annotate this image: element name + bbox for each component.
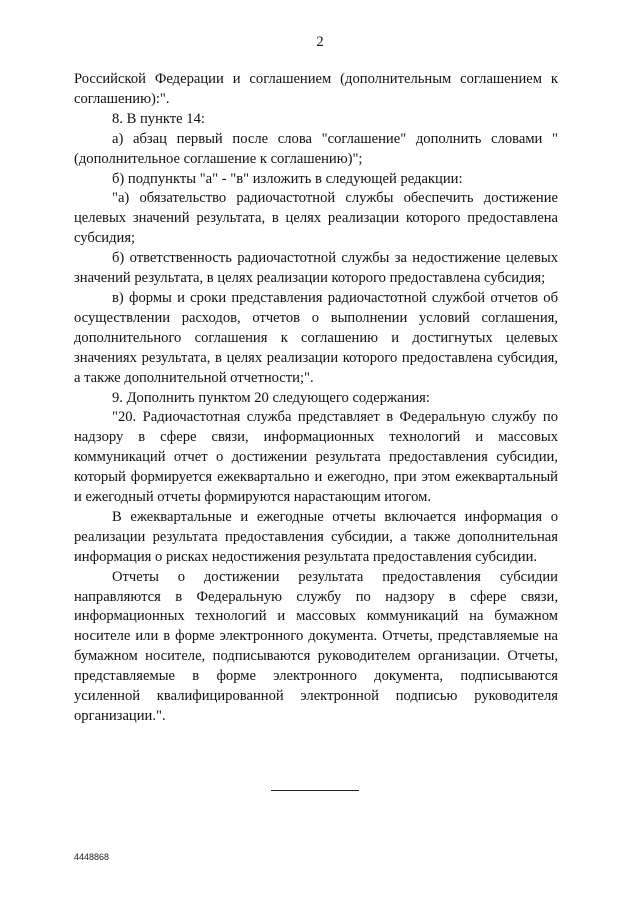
paragraph-item-8b: б) подпункты "а" - "в" изложить в следующей редакции: xyxy=(112,170,463,187)
paragraph-point-20: "20. Радиочастотная служба представляет в Федеральную службу по надзору в сфере связи, информационных технологий и массовых коммуникаций отчет о достижении результата предоставления субсидии, который формируется ежеквартально и ежегодно, при этом ежеквартальный и ежегодный отчеты формируются нарастающим итогом. xyxy=(74,409,558,506)
paragraph-subitem-b: б) ответственность радиочастотной службы за недостижение целевых значений результата, в целях реализации которого предоставлена субсидия; xyxy=(74,250,558,287)
page-number: 2 xyxy=(316,34,324,50)
paragraph-item-8a: а) абзац первый после слова "соглашение" дополнить словами "(дополнительное соглашение к соглашению)"; xyxy=(74,130,558,167)
paragraph-item-9: 9. Дополнить пунктом 20 следующего содержания: xyxy=(112,389,430,406)
paragraph-continuation: Российской Федерации и соглашением (дополнительным соглашением к соглашению):". xyxy=(74,71,558,107)
document-id: 4448868 xyxy=(74,852,110,862)
paragraph-subitem-v: в) формы и сроки представления радиочастотной службой отчетов об осуществлении расходов, отчетов о выполнении условий соглашения, дополнительного соглашения к соглашению и достигнутых целевых значениях результата, в целях реализации которого предоставлена субсидия, а также дополнительной отчетности;". xyxy=(74,289,558,386)
document-body xyxy=(74,70,558,727)
paragraph-item-8: 8. В пункте 14: xyxy=(112,110,205,127)
separator-line xyxy=(271,790,359,791)
paragraph-reports-submission: Отчеты о достижении результата предоставления субсидии направляются в Федеральную службу по надзору в сфере связи, информационных технологий и массовых коммуникаций на бумажном носителе или в форме электронного документа. Отчеты, представляемые на бумажном носителе, подписываются руководителем организации. Отчеты, представляемые в форме электронного документа, подписываются усиленной квалифицированной электронной подписью руководителя организации.". xyxy=(74,568,558,724)
paragraph-subitem-a: "а) обязательство радиочастотной службы обеспечить достижение целевых значений результата, в целях реализации которого предоставлена субсидия; xyxy=(74,190,558,247)
paragraph-quarterly-reports: В ежеквартальные и ежегодные отчеты включается информация о реализации результата предоставления субсидии, а также дополнительная информация о рисках недостижения результата предоставления субсидии. xyxy=(74,508,558,565)
